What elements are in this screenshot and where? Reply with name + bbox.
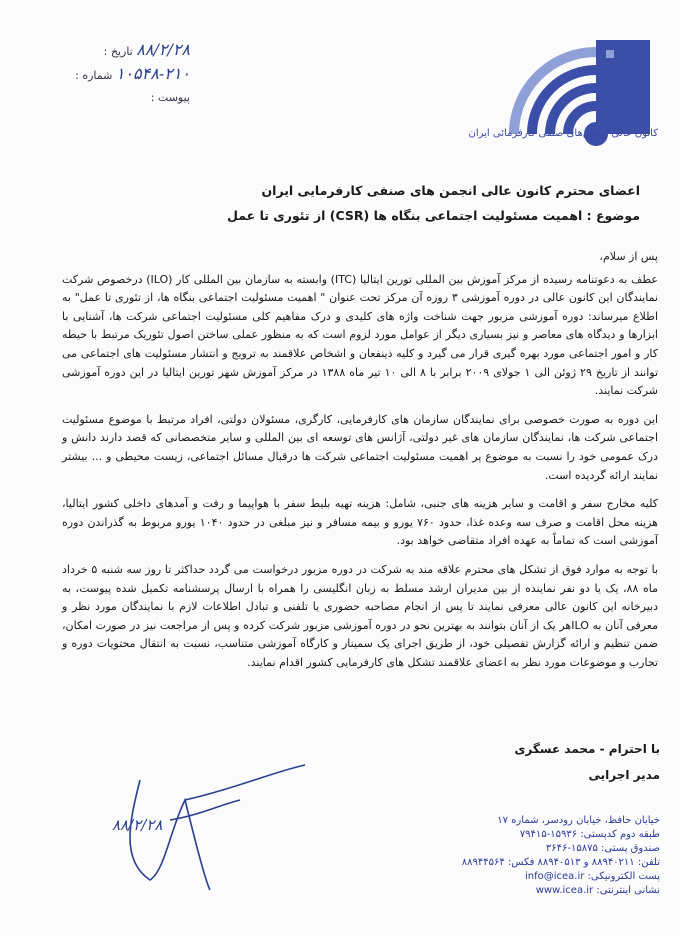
- footer-email-row: پست الکترونیکی: info@icea.ir: [524, 871, 660, 882]
- letter-body: [62, 248, 658, 682]
- signature-closing: با احترام - محمد عسگری: [514, 742, 660, 756]
- footer-address: خیابان حافظ، خیابان رودسر، شماره ۱۷: [497, 815, 660, 826]
- paragraph-4: با توجه به موارد فوق از تشکل های محترم علاقه مند به شرکت در دوره مزبور درخواست می گردد حداکثر تا روز سه شنبه ۵ خرداد ماه ۸۸، یک یا دو نفر نماینده از بین مدیران ارشد مسلط به زبان انگلیسی را همراه با ارسال پرسشنامه تکمیل شده پیوست، به دبیرخانه این کانون عالی معرفی نمایند تا پس از انجام مصاحبه حضوری یا تلفنی و تبادل اطلاعات لازم با نمایندگان مورد نظر و معرفی آنان به ILOهر یک از آنان بتوانند به بهترین نحو در دوره آموزشی مزبور شرکت کرده و پس از مراجعت نیز در صورت امکان، ضمن تنظیم و ارائه گزارش تفصیلی خود، از طریق اجرای یک سمینار و کارگاه آموزشی متناسب، نسبت به انتقال محتویات دوره و تجارب و موضوعات مورد نظر به اعضای علاقمند تشکل های کارفرمایی کشور اقدام نمایند.: [62, 562, 659, 669]
- addressee-line: اعضای محترم کانون عالی انجمن های صنفی کارفرمایی ایران: [261, 183, 640, 198]
- signature-date: ۸۸/۲/۲۸: [112, 816, 163, 834]
- date-value: ۸۸/۲/۲۸: [136, 40, 190, 59]
- logo-caption: کانون عالی انجمن‌های صنفی کارفرمائی ایران: [468, 128, 658, 139]
- paragraph-3: کلیه مخارج سفر و اقامت و سایر هزینه های جنبی، شامل: هزینه تهیه بلیط سفر با هواپیما و رفت و آمدهای داخلی کشور ایتالیا، هزینه محل اقامت و صرف سه وعده غذا، حدود ۷۶۰ یورو و بیمه مسافر و نیز مبلغی در حدود ۱۰۴۰ یورو مربوط به گذراندن دوره آموزشی است که تماماً به عهده افراد متقاضی خواهد بود.: [62, 497, 658, 548]
- email-link[interactable]: info@icea.ir: [524, 871, 585, 882]
- paragraph-1: عطف به دعوتنامه رسیده از مرکز آموزش بین المللی تورین ایتالیا (ITC) وابسته به سازمان بین المللی کار (ILO) درخصوص شرکت نمایندگان این کانون عالی در دوره آموزشی ۳ روزه آن مرکز تحت عنوان " اهمیت مسئولیت اجتماعی بنگاه ها، از تئوری تا عمل" به اطلاع میرساند: دوره آموزشی مزبور جهت شناخت واژه های کلیدی و درک مفاهیم کلی مسئولیت اجتماعی شرکت ها، آشنایی با ابزارها و دیدگاه های معاصر و نیز بسیاری دیگر از عوامل مورد لزوم است که به منظور عملی ساختن اصول تئوریک مرتبط با حیطه کار و امور اجتماعی مورد بهره گیری قرار می گیرد و کلیه ذینفعان و اشخاص علاقمند به ترویج و انتشار مسئولیت های اجتماعی می توانند از تاریخ ۲۹ ژوئن الی ۱ جولای ۲۰۰۹ برابر با ۸ الی ۱۰ تیر ماه ۱۳۸۸ در مرکز آموزش شهر تورین ایتالیا در این دوره آموزشی شرکت نمایند.: [62, 272, 659, 398]
- paragraph-2: این دوره به صورت خصوصی برای نمایندگان سازمان های کارفرمایی، کارگری، مسئولان دولتی، افراد مرتبط با موضوع مسئولیت اجتماعی شرکت ها، نمایندگان سازمان های غیر دولتی، آژانس های توسعه ای بین المللی و سایر متخصصانی که قصد دارند دانش و درک عمومی خود را نسبت به موضوع پر اهمیت مسئولیت اجتماعی شرکت ها درقبال مسائل اجتماعی، زیست محیطی و ... بیشتر نمایند ارائه گردیده است.: [62, 412, 658, 482]
- letter-meta: [40, 38, 190, 110]
- footer-web-row: نشانی اینترنتی: www.icea.ir: [535, 885, 660, 896]
- addressee-block: [40, 178, 640, 228]
- footer-phone-row: تلفن: ۸۸۹۴۰۲۱۱ و ۸۸۹۴۰۵۱۳ فکس: ۸۸۹۴۴۵۶۴: [461, 857, 660, 868]
- number-row: [40, 62, 190, 86]
- greeting: پس از سلام،: [599, 250, 658, 263]
- number-value: ۱۰۵۴۸-۲۱۰: [115, 64, 190, 83]
- date-row: [40, 38, 190, 62]
- subject-line: موضوع : اهمیت مسئولیت اجتماعی بنگاه ها (CSR) از تئوری تا عمل: [227, 208, 640, 223]
- contact-footer: [450, 814, 660, 898]
- footer-postal-row: طبقه دوم کدپستی: ۱۵۹۳۶-۷۹۴۱۵: [519, 829, 660, 840]
- number-label: شماره :: [75, 69, 113, 82]
- signature-title: مدیر اجرایی: [588, 768, 660, 782]
- signature-block: [420, 736, 660, 788]
- web-link[interactable]: www.icea.ir: [535, 885, 594, 896]
- attachment-label: پیوست :: [150, 91, 190, 104]
- attachment-row: [40, 86, 190, 110]
- footer-pobox-row: صندوق پستی: ۱۵۸۷۵-۳۶۴۶: [545, 843, 660, 854]
- date-label: تاریخ :: [103, 45, 133, 58]
